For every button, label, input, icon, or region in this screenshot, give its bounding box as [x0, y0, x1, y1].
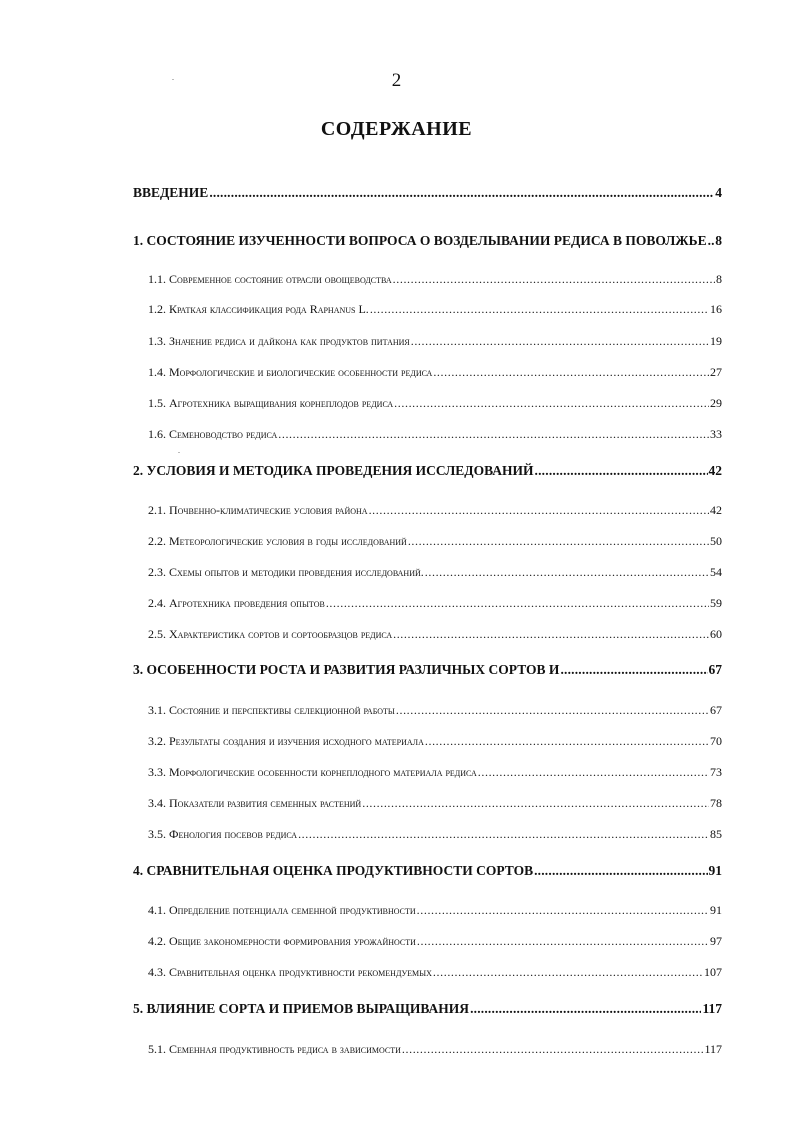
dot-leader — [425, 563, 709, 581]
toc-label: 2.5. Характеристика сортов и сортообразцов редиса — [148, 627, 393, 641]
toc-label: 2.1. Почвенно-климатические условия района — [148, 503, 368, 517]
toc-page: 73 — [710, 765, 722, 779]
toc-section — [148, 732, 722, 750]
toc-page: 29 — [710, 396, 722, 410]
dot-leader — [535, 462, 708, 480]
dot-leader — [394, 394, 709, 412]
toc-chapter — [133, 184, 722, 202]
toc-page: 67 — [710, 703, 722, 717]
toc-label: 4.1. Определение потенциала семенной продуктивности — [148, 903, 416, 917]
dot-leader — [433, 963, 703, 981]
dot-leader — [425, 732, 709, 750]
toc-page: 50 — [710, 534, 722, 548]
dot-leader — [326, 594, 709, 612]
dot-leader — [278, 425, 709, 443]
dot-leader — [478, 763, 709, 781]
toc-label: 1.6. Семеноводство редиса — [148, 427, 278, 441]
toc-label: 1.5. Агротехника выращивания корнеплодов редиса — [148, 396, 394, 410]
toc-section — [148, 270, 722, 288]
toc-section — [148, 332, 722, 350]
toc-label: 3.5. Фенология посевов редиса — [148, 827, 298, 841]
toc-label: 5. ВЛИЯНИЕ СОРТА И ПРИЕМОВ ВЫРАЩИВАНИЯ — [133, 1001, 470, 1016]
toc-label: 1. СОСТОЯНИЕ ИЗУЧЕННОСТИ ВОПРОСА О ВОЗДЕЛЫВАНИИ РЕДИСА В ПОВОЛЖЬЕ — [133, 233, 707, 248]
toc-section — [148, 394, 722, 412]
toc-label: 3. ОСОБЕННОСТИ РОСТА И РАЗВИТИЯ РАЗЛИЧНЫХ СОРТОВ И — [133, 662, 560, 677]
toc-label: 3.4. Показатели развития семенных растений — [148, 796, 362, 810]
toc-page: 8 — [716, 272, 722, 286]
toc-page: 42 — [708, 463, 722, 478]
toc-page: 33 — [710, 427, 722, 441]
scan-speck — [178, 452, 180, 453]
dot-leader — [402, 1040, 704, 1058]
toc-section — [148, 825, 722, 843]
toc-label: 4.2. Общие закономерности формирования урожайности — [148, 934, 416, 948]
toc-section — [148, 701, 722, 719]
toc-label: 2.4. Агротехника проведения опытов — [148, 596, 325, 610]
toc-page: 60 — [710, 627, 722, 641]
toc-label: 1.2. Краткая классификация рода Raphanus L. — [148, 302, 369, 316]
toc-section — [148, 363, 722, 381]
toc-page: 8 — [715, 233, 722, 248]
toc-page: 85 — [710, 827, 722, 841]
toc-label: 2.3. Схемы опытов и методики проведения исследований. — [148, 565, 424, 579]
page-number: 2 — [391, 70, 402, 91]
toc-chapter — [133, 661, 722, 679]
toc-page: 70 — [710, 734, 722, 748]
toc-page: 67 — [708, 662, 722, 677]
toc-section — [148, 763, 722, 781]
dot-leader — [396, 701, 709, 719]
toc-section — [148, 594, 722, 612]
toc-label: 2. УСЛОВИЯ И МЕТОДИКА ПРОВЕДЕНИЯ ИССЛЕДОВАНИЙ — [133, 463, 534, 478]
dot-leader — [534, 862, 707, 880]
toc-chapter — [133, 462, 722, 480]
dot-leader — [298, 825, 709, 843]
toc-page: 4 — [715, 185, 722, 200]
dot-leader — [393, 625, 709, 643]
toc-label: 4.3. Сравнительная оценка продуктивности рекомендуемых — [148, 965, 432, 979]
dot-leader — [470, 1000, 701, 1018]
toc-section — [148, 794, 722, 812]
toc-section — [148, 300, 722, 318]
dot-leader — [369, 501, 709, 519]
toc-label: 4. СРАВНИТЕЛЬНАЯ ОЦЕНКА ПРОДУКТИВНОСТИ СОРТОВ — [133, 863, 534, 878]
toc-label: 5.1. Семенная продуктивность редиса в зависимости — [148, 1042, 401, 1056]
toc-page: 91 — [708, 863, 722, 878]
toc-page: 27 — [710, 365, 722, 379]
toc-section — [148, 932, 722, 950]
toc-label: ВВЕДЕНИЕ — [133, 185, 209, 200]
toc-section — [148, 1040, 722, 1058]
toc-label: 2.2. Метеорологические условия в годы исследований — [148, 534, 407, 548]
toc-page: 54 — [710, 565, 722, 579]
toc-page: 107 — [704, 965, 722, 979]
toc-page: 91 — [710, 903, 722, 917]
dot-leader — [411, 332, 709, 350]
toc-section — [148, 425, 722, 443]
dot-leader — [393, 270, 715, 288]
toc-label: 3.2. Результаты создания и изучения исходного материала — [148, 734, 424, 748]
toc-label: 3.1. Состояние и перспективы селекционной работы — [148, 703, 395, 717]
toc-page: 19 — [710, 334, 722, 348]
toc-section — [148, 901, 722, 919]
dot-leader — [417, 932, 709, 950]
toc-page: 16 — [710, 302, 722, 316]
toc-label: 3.3. Морфологические особенности корнеплодного материала редиса — [148, 765, 477, 779]
toc-section — [148, 625, 722, 643]
toc-page: 59 — [710, 596, 722, 610]
dot-leader — [362, 794, 709, 812]
toc-section — [148, 501, 722, 519]
toc-page: 78 — [710, 796, 722, 810]
toc-label: 1.3. Значение редиса и дайкона как продуктов питания — [148, 334, 410, 348]
toc-chapter — [133, 1000, 722, 1018]
dot-leader — [209, 184, 714, 202]
dot-leader — [408, 532, 709, 550]
page-title: СОДЕРЖАНИЕ — [320, 118, 473, 140]
toc-section — [148, 532, 722, 550]
toc-page: 117 — [702, 1001, 722, 1016]
toc-page: 42 — [710, 503, 722, 517]
dot-leader — [370, 300, 709, 318]
toc-page: 117 — [704, 1042, 722, 1056]
toc-label: 1.1. Современное состояние отрасли овощеводства — [148, 272, 392, 286]
toc-section — [148, 963, 722, 981]
scan-speck — [172, 79, 174, 80]
dot-leader — [417, 901, 709, 919]
toc-chapter — [133, 232, 722, 250]
toc-section — [148, 563, 722, 581]
dot-leader — [433, 363, 709, 381]
toc-page: 97 — [710, 934, 722, 948]
dot-leader — [560, 661, 707, 679]
dot-leader — [708, 232, 715, 250]
toc-chapter — [133, 862, 722, 880]
toc-label: 1.4. Морфологические и биологические особенности редиса — [148, 365, 433, 379]
